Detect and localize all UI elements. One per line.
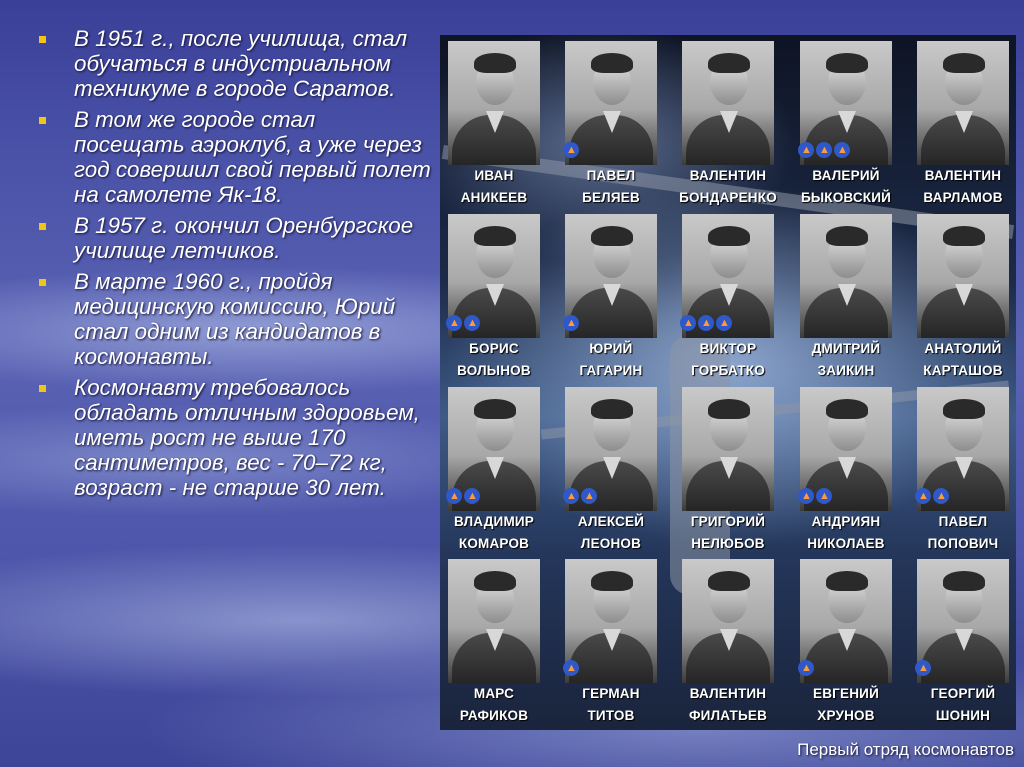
- cosmonaut-card: [678, 383, 778, 555]
- flight-rocket-icons: [563, 141, 581, 158]
- cosmonaut-last-name: КОМАРОВ: [458, 536, 530, 551]
- rocket-icon: ▲: [915, 488, 931, 504]
- cosmonaut-card: [913, 210, 1013, 382]
- cosmonaut-last-name: НЕЛЮБОВ: [691, 536, 765, 551]
- bullet-square-icon: [39, 117, 46, 124]
- rocket-icon: ▲: [798, 488, 814, 504]
- cosmonaut-card: [796, 555, 896, 727]
- cosmonaut-poster: [440, 35, 1016, 730]
- flight-rocket-icons: [446, 487, 482, 504]
- bullet-item: [36, 107, 432, 207]
- cosmonaut-card: [796, 210, 896, 382]
- flight-rocket-icons: [798, 141, 852, 158]
- cosmonaut-first-name: МАРС: [473, 686, 515, 701]
- cosmonaut-first-name: ДМИТРИЙ: [811, 341, 881, 356]
- rocket-icon: ▲: [680, 315, 696, 331]
- cosmonaut-last-name: ГОРБАТКО: [691, 363, 765, 378]
- bullet-item: [36, 213, 432, 263]
- cosmonaut-first-name: ВЛАДИМИР: [453, 514, 534, 529]
- cosmonaut-last-name: АНИКЕЕВ: [460, 190, 528, 205]
- flight-rocket-icons: [915, 487, 951, 504]
- rocket-icon: ▲: [563, 142, 579, 158]
- rocket-icon: ▲: [563, 488, 579, 504]
- cosmonaut-last-name: ТИТОВ: [587, 708, 635, 723]
- cosmonaut-first-name: БОРИС: [469, 341, 519, 356]
- cosmonaut-first-name: ПАВЕЛ: [586, 168, 636, 183]
- bullet-square-icon: [39, 279, 46, 286]
- cosmonaut-first-name: АНАТОЛИЙ: [924, 341, 1002, 356]
- cosmonaut-photo: [448, 41, 540, 165]
- cosmonaut-first-name: ГЕОРГИЙ: [930, 686, 996, 701]
- cosmonaut-last-name: ФИЛАТЬЕВ: [688, 708, 768, 723]
- flight-rocket-icons: [798, 659, 816, 676]
- cosmonaut-photo: [682, 387, 774, 511]
- cosmonaut-last-name: РАФИКОВ: [459, 708, 529, 723]
- cosmonaut-card: [561, 555, 661, 727]
- cosmonaut-first-name: ГРИГОРИЙ: [690, 514, 766, 529]
- cosmonaut-photo: [682, 559, 774, 683]
- cosmonaut-first-name: ВАЛЕНТИН: [924, 168, 1002, 183]
- cosmonaut-card: [561, 37, 661, 209]
- flight-rocket-icons: [680, 314, 734, 331]
- cosmonaut-last-name: ХРУНОВ: [817, 708, 875, 723]
- rocket-icon: ▲: [816, 488, 832, 504]
- rocket-icon: ▲: [834, 142, 850, 158]
- cosmonaut-card: [678, 37, 778, 209]
- cosmonaut-first-name: ЮРИЙ: [589, 341, 633, 356]
- rocket-icon: ▲: [581, 488, 597, 504]
- flight-rocket-icons: [446, 314, 482, 331]
- bullet-square-icon: [39, 36, 46, 43]
- cosmonaut-last-name: ВАРЛАМОВ: [923, 190, 1003, 205]
- cosmonaut-last-name: БЫКОВСКИЙ: [800, 190, 892, 205]
- rocket-icon: ▲: [464, 315, 480, 331]
- cosmonaut-last-name: НИКОЛАЕВ: [807, 536, 885, 551]
- bullet-item: [36, 375, 432, 500]
- cosmonaut-photo: [682, 41, 774, 165]
- rocket-icon: ▲: [563, 315, 579, 331]
- flight-rocket-icons: [563, 659, 581, 676]
- cosmonaut-card: [913, 37, 1013, 209]
- poster-caption: Первый отряд космонавтов: [797, 740, 1014, 759]
- rocket-icon: ▲: [464, 488, 480, 504]
- cosmonaut-first-name: АЛЕКСЕЙ: [577, 514, 645, 529]
- cosmonaut-last-name: ГАГАРИН: [579, 363, 643, 378]
- cosmonaut-card: [913, 555, 1013, 727]
- cosmonaut-first-name: ПАВЕЛ: [938, 514, 988, 529]
- rocket-icon: ▲: [716, 315, 732, 331]
- rocket-icon: ▲: [816, 142, 832, 158]
- rocket-icon: ▲: [446, 315, 462, 331]
- cosmonaut-card: [678, 555, 778, 727]
- cosmonaut-card: [796, 37, 896, 209]
- cosmonaut-last-name: ЗАИКИН: [817, 363, 875, 378]
- rocket-icon: ▲: [563, 660, 579, 676]
- cosmonaut-first-name: АНДРИЯН: [811, 514, 881, 529]
- rocket-icon: ▲: [915, 660, 931, 676]
- cosmonaut-card: [444, 37, 544, 209]
- cosmonaut-grid: [440, 35, 1016, 730]
- cosmonaut-first-name: ВАЛЕРИЙ: [812, 168, 880, 183]
- cosmonaut-card: [444, 383, 544, 555]
- bullet-item: [36, 269, 432, 369]
- cosmonaut-card: [678, 210, 778, 382]
- cosmonaut-card: [796, 383, 896, 555]
- cosmonaut-first-name: ВАЛЕНТИН: [689, 686, 767, 701]
- rocket-icon: ▲: [933, 488, 949, 504]
- cosmonaut-last-name: ШОНИН: [935, 708, 991, 723]
- bullet-text: Космонавту требовалось обладать отличным здоровьем, иметь рост не выше 170 сантиметров, вес - 70–72 кг, возраст - не старше 30 лет.: [74, 375, 420, 500]
- cosmonaut-first-name: ВАЛЕНТИН: [689, 168, 767, 183]
- cosmonaut-last-name: ЛЕОНОВ: [580, 536, 642, 551]
- cosmonaut-first-name: ГЕРМАН: [582, 686, 640, 701]
- bullet-item: [36, 26, 432, 101]
- cosmonaut-photo: [917, 214, 1009, 338]
- cosmonaut-last-name: БЕЛЯЕВ: [582, 190, 640, 205]
- cosmonaut-card: [913, 383, 1013, 555]
- cosmonaut-photo: [448, 559, 540, 683]
- cosmonaut-photo: [917, 41, 1009, 165]
- cosmonaut-last-name: ВОЛЫНОВ: [457, 363, 531, 378]
- cosmonaut-card: [561, 383, 661, 555]
- bullet-square-icon: [39, 385, 46, 392]
- cosmonaut-first-name: ЕВГЕНИЙ: [813, 686, 879, 701]
- rocket-icon: ▲: [798, 660, 814, 676]
- cosmonaut-last-name: БОНДАРЕНКО: [679, 190, 777, 205]
- flight-rocket-icons: [563, 314, 581, 331]
- flight-rocket-icons: [563, 487, 599, 504]
- bullet-text: В том же городе стал посещать аэроклуб, а уже через год совершил свой первый полет на самолете Як-18.: [74, 107, 431, 207]
- cosmonaut-card: [444, 210, 544, 382]
- bullet-list: [36, 26, 432, 506]
- cosmonaut-card: [561, 210, 661, 382]
- rocket-icon: ▲: [698, 315, 714, 331]
- flight-rocket-icons: [798, 487, 834, 504]
- bullet-text: В 1951 г., после училища, стал обучаться в индустриальном техникуме в городе Саратов.: [74, 26, 408, 101]
- rocket-icon: ▲: [446, 488, 462, 504]
- bullet-square-icon: [39, 223, 46, 230]
- cosmonaut-first-name: ИВАН: [474, 168, 514, 183]
- bullet-text: В 1957 г. окончил Оренбургское училище летчиков.: [74, 213, 414, 263]
- cosmonaut-first-name: ВИКТОР: [699, 341, 757, 356]
- rocket-icon: ▲: [798, 142, 814, 158]
- cosmonaut-card: [444, 555, 544, 727]
- flight-rocket-icons: [915, 659, 933, 676]
- cosmonaut-last-name: ПОПОВИЧ: [927, 536, 999, 551]
- bullet-text: В марте 1960 г., пройдя медицинскую комиссию, Юрий стал одним из кандидатов в космонавты.: [74, 269, 396, 369]
- cosmonaut-photo: [800, 214, 892, 338]
- cosmonaut-last-name: КАРТАШОВ: [923, 363, 1003, 378]
